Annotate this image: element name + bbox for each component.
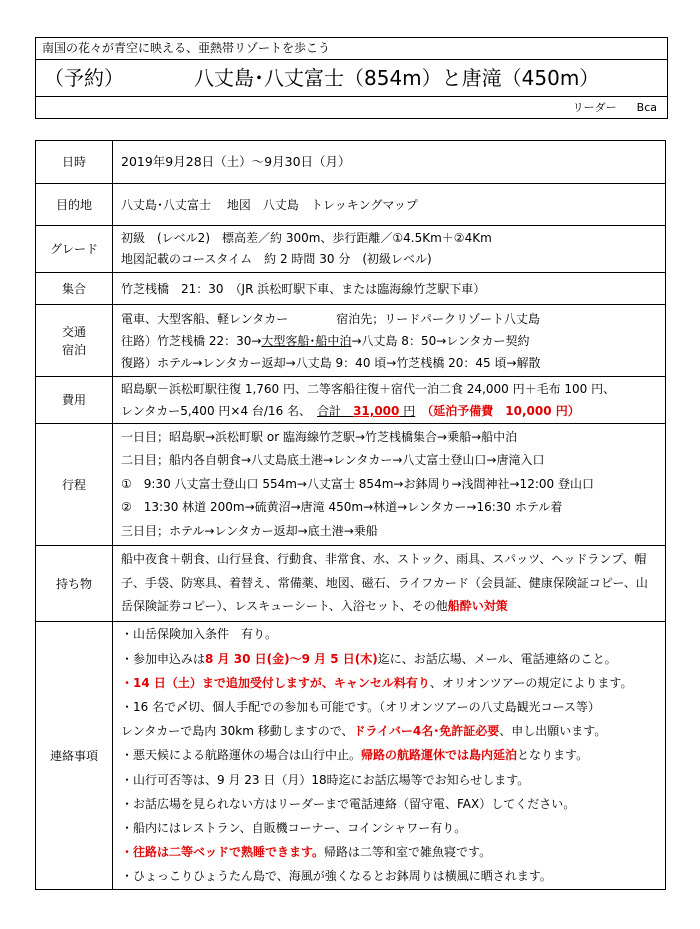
note-additional [121, 671, 659, 695]
note-go-decision: ・山行可否等は、9 月 23 日（月）18時迄にお話広場等でお知らせします。 [121, 772, 530, 787]
row-cost [36, 377, 666, 424]
cost-line-1: 昭島駅－浜松町駅往復 1,760 円、二等客船往復＋宿代一泊二食 24,000 円＋毛布 100 円、 [121, 382, 616, 396]
total-label: 合計 [317, 404, 342, 418]
note-rental [121, 719, 659, 743]
rental-cost: レンタカー5,400 円×4 台/16 名、 [121, 404, 306, 418]
note-application [121, 647, 659, 671]
row-transport [36, 305, 666, 377]
items-line-2: 子、手袋、防寒具、着替え、常備薬、地図、磁石、ライフカード（会員証、健康保険証コピー、山 [121, 575, 648, 590]
note-insurance: ・山岳保険加入条件 有り。 [121, 627, 278, 642]
label-meeting: 集合 [36, 273, 113, 305]
label-destination: 目的地 [36, 184, 113, 226]
items-text: 岳保険証券コピー）、レスキューシート、入浴セット、その他 [121, 599, 448, 614]
note-additional-b: 、オリオンツアーの規定によります。 [429, 675, 633, 690]
cost-line-2 [121, 400, 659, 422]
note-sleeping [121, 840, 659, 864]
ferry-text: 大型客船･船中泊 [261, 333, 352, 348]
note-wind: ・ひょっこりひょうたん島で、海風が強くなるとお鉢周りは横風に晒されます。 [121, 869, 552, 884]
leader-name: Bca [636, 101, 657, 114]
items-line-3 [121, 595, 659, 619]
label-cost: 費用 [36, 377, 113, 424]
label-notes: 連絡事項 [36, 622, 113, 890]
row-items [36, 546, 666, 622]
info-table [35, 140, 666, 890]
note-weather-c: となります。 [517, 748, 589, 763]
page-title [36, 60, 667, 97]
extended-stay-note: 帰路の航路運休では島内延泊 [361, 748, 518, 763]
application-period: 8 月 30 日(金)～9 月 5 日(木) [205, 651, 378, 666]
label-transport: 交通 [61, 324, 86, 339]
row-meeting [36, 273, 666, 305]
transport-line-3: 復路）ホテル→レンタカー返却→八丈島 9：40 頃→竹芝桟橋 20：45 頃→解散 [121, 355, 541, 370]
row-notes [36, 622, 666, 890]
value-destination: 八丈島･八丈富士 地図 八丈島 トレッキングマップ [121, 197, 418, 212]
note-application-a: ・参加申込みは [121, 651, 206, 666]
items-line-1: 船中夜食＋朝食、山行昼食、行動食、非常食、水、ストック、雨具、スパッツ、ヘッドランプ、帽 [121, 552, 647, 567]
grade-line-1: 初級 (レベル2) 標高差／約 300m、歩行距離／①4.5Km＋②4Km [121, 231, 492, 245]
title-prefix: （予約） [44, 66, 124, 90]
note-rental-a: レンタカーで島内 30km 移動しますので、 [121, 724, 354, 739]
title-text: 八丈島･八丈富士（854m）と唐滝（450m） [194, 66, 600, 90]
row-date [36, 141, 666, 184]
note-contact: ・お話広場を見られない方はリーダーまで電話連絡（留守電、FAX）してください。 [121, 796, 576, 811]
leader-line [36, 97, 667, 118]
row-destination [36, 184, 666, 226]
itinerary-day-1: 一日目；昭島駅→浜松町駅 or 臨海線竹芝駅→竹芝桟橋集合→乗船→船中泊 [121, 429, 518, 444]
itinerary-day-3: 三日目；ホテル→レンタカー返却→底土港→乗船 [121, 523, 378, 538]
seasick-note: 船酔い対策 [447, 599, 508, 614]
label-lodging: 宿泊 [61, 342, 86, 357]
note-weather-a: ・悪天候による航路運休の場合は山行中止。 [121, 748, 362, 763]
itinerary-route-1: ① 9:30 八丈富士登山口 554m→八丈富士 854m→お鉢周り→浅間神社→12:00 登山口 [121, 476, 594, 491]
row-itinerary [36, 424, 666, 546]
label-items: 持ち物 [36, 546, 113, 622]
leader-label: リーダー [572, 101, 617, 114]
transport-line-1: 電車、大型客船、軽レンタカー 宿泊先；リードパークリゾート八丈島 [121, 311, 540, 326]
note-capacity: ・16 名で〆切、個人手配での参加も可能です。（オリオンツアーの八丈島観光コース等） [121, 699, 601, 714]
note-application-c: 迄に、お話広場、メール、電話連絡のこと。 [377, 651, 617, 666]
transport-line-2 [121, 330, 659, 352]
itinerary-route-2: ② 13:30 林道 200m→硫黄沼→唐滝 450m→林道→レンタカー→16:30 ホテル着 [121, 500, 563, 515]
note-weather [121, 743, 659, 767]
label-itinerary: 行程 [36, 424, 113, 546]
outbound-start: 往路）竹芝桟橋 22：30→ [121, 333, 262, 348]
itinerary-day-2: 二日目；船内各自朝食→八丈島底土港→レンタカー→八丈富士登山口→唐滝入口 [121, 453, 545, 468]
driver-required: ドライバー4名･免許証必要 [353, 724, 500, 739]
return-room: 帰路は二等和室で雑魚寝です。 [324, 845, 492, 860]
outbound-end: →八丈島 8：50→レンタカー契約 [351, 333, 530, 348]
total-amount: 31,000 [353, 404, 400, 418]
label-grade: グレード [36, 226, 113, 273]
grade-line-2: 地図記載のコースタイム 約 2 時間 30 分 (初級レベル) [121, 252, 432, 266]
subtitle: 南国の花々が青空に映える、亜熱帯リゾートを歩こう [36, 38, 667, 60]
value-meeting: 竹芝桟橋 21：30 （JR 浜松町駅下車、または臨海線竹芝駅下車） [121, 281, 486, 296]
header-box [35, 37, 668, 119]
row-grade [36, 226, 666, 273]
extension-reserve: （延泊予備費 10,000 円） [427, 404, 580, 418]
note-rental-c: 、申し出願います。 [499, 724, 607, 739]
additional-deadline: ・14 日（土）まで追加受付しますが、キャンセル料有り [121, 675, 430, 690]
total-yen: 円 [403, 404, 416, 418]
value-date: 2019年9月28日（土）～9月30日（月） [121, 154, 351, 169]
outbound-bed: ・往路は二等ベッドで熟睡できます。 [121, 845, 325, 860]
label-date: 日時 [36, 141, 113, 184]
note-ship-facilities: ・船内にはレストラン、自販機コーナー、コインシャワー有り。 [121, 821, 467, 835]
